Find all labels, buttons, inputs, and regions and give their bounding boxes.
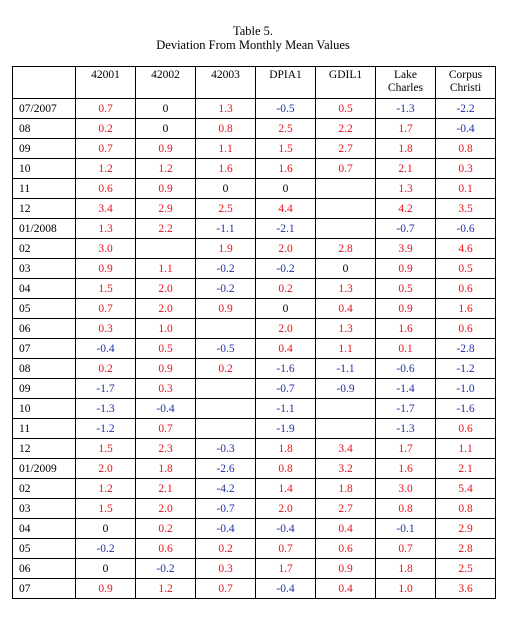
value-cell: 1.2 [136,159,196,179]
value-cell: 2.0 [136,279,196,299]
value-cell: 1.1 [196,139,256,159]
row-label: 01/2009 [13,459,76,479]
value-cell: 0.2 [196,539,256,559]
table-row [13,319,496,339]
value-cell: 1.7 [376,119,436,139]
value-cell [316,179,376,199]
value-cell: -1.7 [376,399,436,419]
value-cell: -0.7 [196,499,256,519]
value-cell: 1.2 [136,579,196,599]
value-cell: 3.6 [436,579,496,599]
value-cell: 0.4 [316,299,376,319]
value-cell: 0.9 [76,259,136,279]
row-label: 11 [13,179,76,199]
table-row [13,99,496,119]
value-cell: -0.4 [436,119,496,139]
value-cell: 0.7 [256,539,316,559]
value-cell: 0.6 [316,539,376,559]
value-cell: 1.4 [256,479,316,499]
column-header: Corpus Christi [436,67,496,99]
row-label: 05 [13,539,76,559]
value-cell: 1.5 [76,499,136,519]
value-cell: 0 [136,99,196,119]
table-row [13,479,496,499]
value-cell [316,419,376,439]
value-cell: -0.2 [196,279,256,299]
value-cell: -1.1 [256,399,316,419]
value-cell: 1.6 [196,159,256,179]
value-cell: 0.9 [136,139,196,159]
value-cell: 2.1 [376,159,436,179]
value-cell: 2.0 [256,319,316,339]
value-cell: 0.7 [136,419,196,439]
value-cell: 0.3 [196,559,256,579]
value-cell: 1.8 [376,139,436,159]
value-cell: -2.1 [256,219,316,239]
value-cell: 0.4 [256,339,316,359]
value-cell: -1.1 [316,359,376,379]
row-label: 12 [13,439,76,459]
value-cell: 0.8 [376,499,436,519]
value-cell: 1.7 [256,559,316,579]
table-row [13,339,496,359]
value-cell: 2.0 [256,239,316,259]
table-row [13,119,496,139]
value-cell: 1.0 [136,319,196,339]
table-row [13,439,496,459]
value-cell: -0.4 [256,579,316,599]
value-cell: 0 [256,179,316,199]
table-caption: Table 5. [232,24,274,38]
value-cell [196,419,256,439]
value-cell: 0.6 [436,419,496,439]
table-row [13,539,496,559]
value-cell: 0.9 [136,179,196,199]
value-cell: 1.5 [256,139,316,159]
value-cell: 0.6 [436,319,496,339]
value-cell: -0.2 [136,559,196,579]
value-cell: -1.0 [436,379,496,399]
value-cell: 0 [196,179,256,199]
value-cell: 2.7 [316,139,376,159]
value-cell [316,199,376,219]
value-cell: -0.9 [316,379,376,399]
value-cell: 2.8 [436,539,496,559]
value-cell: 3.0 [76,239,136,259]
row-label: 02 [13,479,76,499]
deviation-table [12,66,496,599]
value-cell: 1.3 [316,279,376,299]
value-cell: -0.4 [136,399,196,419]
value-cell: 1.8 [376,559,436,579]
value-cell: 0.2 [196,359,256,379]
value-cell: 2.3 [136,439,196,459]
value-cell [196,319,256,339]
value-cell: -1.6 [436,399,496,419]
value-cell: 2.5 [196,199,256,219]
value-cell: 0.8 [196,119,256,139]
value-cell: 3.0 [376,479,436,499]
value-cell: 1.6 [256,159,316,179]
value-cell: 1.9 [196,239,256,259]
table-row [13,379,496,399]
value-cell: 0.8 [436,139,496,159]
value-cell: 3.2 [316,459,376,479]
value-cell: 0.9 [316,559,376,579]
value-cell: 2.7 [316,499,376,519]
value-cell: -2.6 [196,459,256,479]
value-cell: 2.5 [436,559,496,579]
value-cell: 1.6 [376,319,436,339]
row-label: 05 [13,299,76,319]
table-body [13,99,496,599]
row-label: 08 [13,119,76,139]
value-cell: 2.0 [136,299,196,319]
value-cell: -0.3 [196,439,256,459]
value-cell: 0.1 [436,179,496,199]
value-cell: 0.7 [376,539,436,559]
row-label: 03 [13,259,76,279]
value-cell: -1.7 [76,379,136,399]
value-cell: -0.2 [256,259,316,279]
value-cell: 3.4 [76,199,136,219]
value-cell: 1.5 [76,279,136,299]
value-cell: -1.2 [76,419,136,439]
table-header-row [13,67,496,99]
value-cell: -1.2 [436,359,496,379]
value-cell: -0.1 [376,519,436,539]
table-row [13,559,496,579]
value-cell: -1.3 [376,419,436,439]
table-row [13,459,496,479]
value-cell: -0.4 [196,519,256,539]
value-cell: 1.8 [316,479,376,499]
value-cell: 2.1 [136,479,196,499]
value-cell: -1.9 [256,419,316,439]
table-row [13,279,496,299]
column-header: Lake Charles [376,67,436,99]
value-cell: 1.3 [376,179,436,199]
row-label: 11 [13,419,76,439]
value-cell [316,219,376,239]
value-cell: 1.7 [376,439,436,459]
row-label: 01/2008 [13,219,76,239]
value-cell: -0.5 [256,99,316,119]
column-header: 42003 [196,67,256,99]
value-cell: 1.3 [316,319,376,339]
value-cell: 0.8 [436,499,496,519]
value-cell: -0.4 [256,519,316,539]
value-cell: 0.3 [76,319,136,339]
table-title: Deviation From Monthly Mean Values [156,38,350,52]
value-cell: 2.1 [436,459,496,479]
value-cell: 2.2 [136,219,196,239]
row-label: 12 [13,199,76,219]
table-row [13,199,496,219]
value-cell: 0.5 [376,279,436,299]
value-cell: 1.8 [136,459,196,479]
value-cell: 0.1 [376,339,436,359]
value-cell [196,399,256,419]
table-row [13,419,496,439]
value-cell: 0.6 [136,539,196,559]
value-cell: 0.2 [256,279,316,299]
value-cell [136,239,196,259]
value-cell: 1.1 [136,259,196,279]
value-cell: -1.4 [376,379,436,399]
value-cell: -0.6 [376,359,436,379]
value-cell: 2.0 [136,499,196,519]
row-label: 07/2007 [13,99,76,119]
table-row [13,399,496,419]
value-cell: 1.6 [436,299,496,319]
row-label: 06 [13,319,76,339]
value-cell: 0.7 [316,159,376,179]
value-cell: 0.6 [76,179,136,199]
row-label: 07 [13,579,76,599]
value-cell: 0 [256,299,316,319]
row-label: 08 [13,359,76,379]
value-cell [316,399,376,419]
value-cell: -1.6 [256,359,316,379]
value-cell: 1.3 [76,219,136,239]
row-label: 10 [13,159,76,179]
value-cell: 4.6 [436,239,496,259]
value-cell: 0.2 [136,519,196,539]
value-cell: 0.4 [316,579,376,599]
value-cell: -4.2 [196,479,256,499]
value-cell: 5.4 [436,479,496,499]
value-cell: 1.1 [316,339,376,359]
value-cell: 4.2 [376,199,436,219]
value-cell: 2.5 [256,119,316,139]
row-label: 04 [13,279,76,299]
value-cell: 0.6 [436,279,496,299]
value-cell: 1.1 [436,439,496,459]
table-row [13,519,496,539]
table-row [13,219,496,239]
table-row [13,299,496,319]
value-cell: 3.4 [316,439,376,459]
value-cell: 1.2 [76,159,136,179]
value-cell: -0.7 [376,219,436,239]
value-cell: -0.7 [256,379,316,399]
row-label: 10 [13,399,76,419]
value-cell: 3.9 [376,239,436,259]
value-cell: 0.9 [136,359,196,379]
column-header: GDIL1 [316,67,376,99]
value-cell: 0.9 [76,579,136,599]
row-label: 03 [13,499,76,519]
row-label: 06 [13,559,76,579]
value-cell: 1.3 [196,99,256,119]
value-cell: 2.8 [316,239,376,259]
value-cell: 2.9 [436,519,496,539]
table-row [13,179,496,199]
header-corner-cell [13,67,76,99]
table-row [13,359,496,379]
value-cell: 1.2 [76,479,136,499]
value-cell: -0.4 [76,339,136,359]
row-label: 09 [13,139,76,159]
value-cell: 2.0 [76,459,136,479]
table-row [13,499,496,519]
table-row [13,579,496,599]
value-cell: 0.2 [76,359,136,379]
table-row [13,259,496,279]
row-label: 04 [13,519,76,539]
value-cell: -0.2 [76,539,136,559]
value-cell: 0.5 [436,259,496,279]
value-cell: -0.2 [196,259,256,279]
column-header: 42001 [76,67,136,99]
row-label: 02 [13,239,76,259]
value-cell: 0.9 [376,299,436,319]
value-cell: 2.0 [256,499,316,519]
table-row [13,239,496,259]
row-label: 07 [13,339,76,359]
value-cell: 0 [136,119,196,139]
value-cell: 0.3 [136,379,196,399]
value-cell: 2.2 [316,119,376,139]
value-cell: 0.2 [76,119,136,139]
value-cell: 0.8 [256,459,316,479]
value-cell: 4.4 [256,199,316,219]
value-cell: 0 [316,259,376,279]
value-cell: -0.5 [196,339,256,359]
value-cell: 1.5 [76,439,136,459]
value-cell: -1.3 [76,399,136,419]
value-cell: -2.2 [436,99,496,119]
value-cell: -0.6 [436,219,496,239]
value-cell: 0.4 [316,519,376,539]
table-row [13,139,496,159]
value-cell: 0.9 [376,259,436,279]
value-cell: 2.9 [136,199,196,219]
value-cell: 0.7 [196,579,256,599]
row-label: 09 [13,379,76,399]
value-cell: 0 [76,559,136,579]
value-cell: -1.1 [196,219,256,239]
value-cell: 1.0 [376,579,436,599]
value-cell: 3.5 [436,199,496,219]
value-cell: 0.5 [316,99,376,119]
value-cell [196,379,256,399]
table-row [13,159,496,179]
value-cell: 0.7 [76,299,136,319]
value-cell: 0.7 [76,99,136,119]
value-cell: 0 [76,519,136,539]
value-cell: 0.5 [136,339,196,359]
column-header: DPIA1 [256,67,316,99]
value-cell: -1.3 [376,99,436,119]
value-cell: -2.8 [436,339,496,359]
column-header: 42002 [136,67,196,99]
value-cell: 1.6 [376,459,436,479]
value-cell: 1.8 [256,439,316,459]
value-cell: 0.9 [196,299,256,319]
value-cell: 0.3 [436,159,496,179]
value-cell: 0.7 [76,139,136,159]
